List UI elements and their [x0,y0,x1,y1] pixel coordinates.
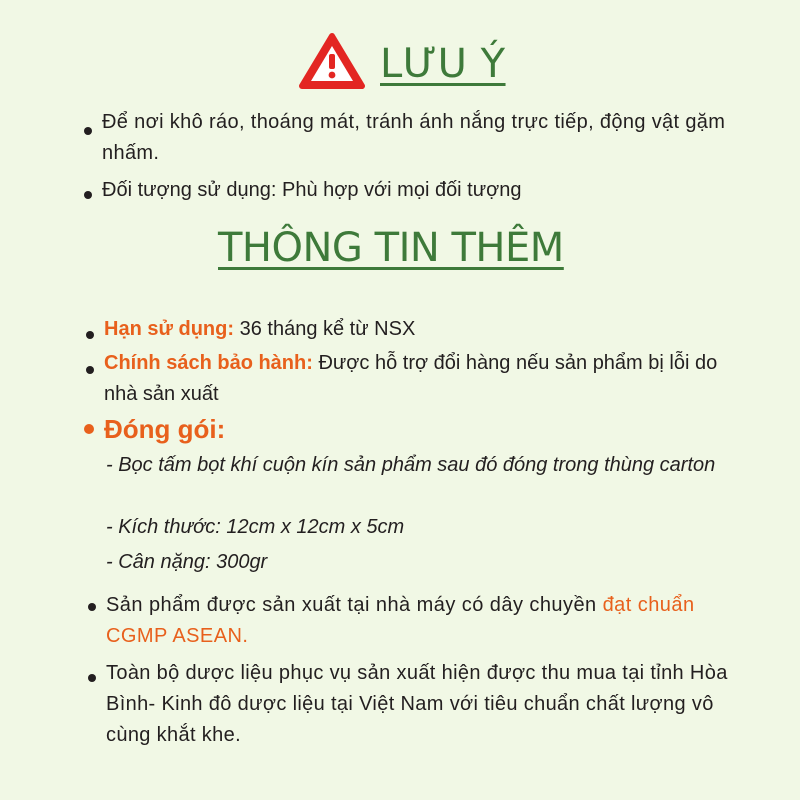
bullet [88,603,96,611]
warranty-policy [104,348,744,410]
bullet [84,127,92,135]
shelf-life-value: 36 tháng kể từ NSX [239,318,416,340]
bullet [86,366,94,374]
shelf-life [104,314,744,345]
packaging-size: - Kích thước: 12cm x 12cm x 5cm [106,516,405,538]
factory-highlight: đạt chuẩn CGMP ASEAN. [106,594,695,647]
packaging-label: Đóng gói: [104,414,226,444]
packaging-weight: - Cân nặng: 300gr [106,551,268,573]
factory-text: Sản phẩm được sản xuất tại nhà máy có dây chuyền [106,594,603,616]
note-storage: Để nơi khô ráo, thoáng mát, tránh ánh nắng trực tiếp, động vật gặm nhấm. [102,111,726,164]
bullet [86,331,94,339]
note-target-users: Đối tượng sử dụng: Phù hợp với mọi đối tượng [102,179,522,201]
shelf-life-label: Hạn sử dụng: [104,318,235,340]
factory-info [106,590,736,652]
packaging-wrap: - Bọc tấm bọt khí cuộn kín sản phẩm sau đó đóng trong thùng carton [106,454,716,476]
warranty-value: Được hỗ trợ đổi hàng nếu sản phẩm bị lỗi do nhà sản xuất [104,352,718,405]
bullet [88,674,96,682]
warning-icon [298,32,366,90]
bullet [84,424,94,434]
bullet [84,191,92,199]
warranty-label: Chính sách bảo hành: [104,352,313,374]
sourcing-info: Toàn bộ dược liệu phục vụ sản xuất hiện được thu mua tại tỉnh Hòa Bình- Kinh đô dược liệu tại Việt Nam với tiêu chuẩn chất lượng vô cùng khắt khe. [106,662,728,746]
section-title-more-info: THÔNG TIN THÊM [218,225,564,271]
page-title: LƯU Ý [380,41,506,87]
